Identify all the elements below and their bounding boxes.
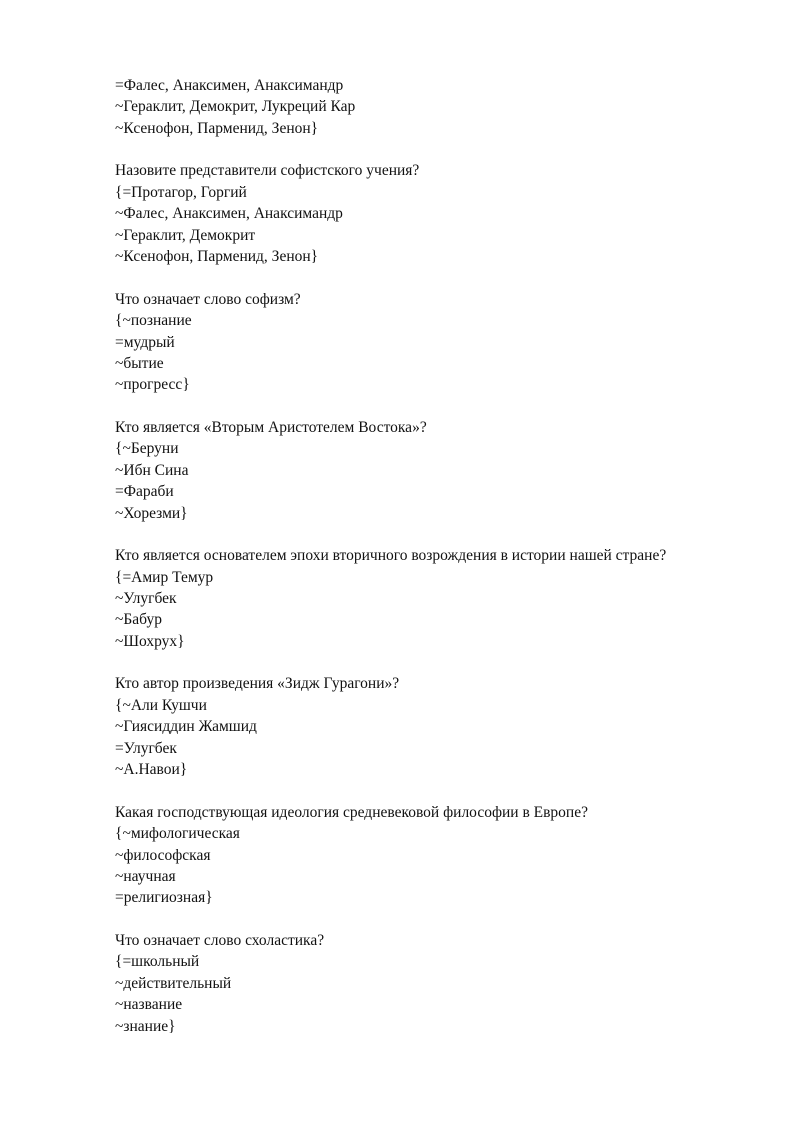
- question-block: [115, 673, 755, 780]
- option-line: ~Гераклит, Демокрит, Лукреций Кар: [115, 98, 356, 116]
- question-block: [115, 545, 755, 652]
- question-block: [115, 289, 755, 396]
- option-line: ~Улугбек: [115, 590, 177, 607]
- option-line: ~Ибн Сина: [115, 461, 189, 479]
- option-line: ~Бабур: [115, 611, 162, 629]
- option-line: {~Беруни: [115, 440, 179, 458]
- question-text: Что означает слово схоластика?: [115, 931, 325, 949]
- option-line: {=Протагор, Горгий: [115, 183, 247, 201]
- option-line: ~Ксенофон, Парменид, Зенон}: [115, 248, 319, 266]
- option-line: =Фараби: [115, 483, 174, 501]
- question-text: Назовите представители софистского учения?: [115, 162, 420, 180]
- option-line: {=Амир Темур: [115, 568, 214, 586]
- question-text: Кто автор произведения «Зидж Гурагони»?: [115, 675, 400, 693]
- option-line: ~философская: [115, 846, 211, 864]
- document-content: [115, 75, 755, 1058]
- option-line: =мудрый: [115, 333, 175, 351]
- question-text: Кто является «Вторым Аристотелем Востока»?: [115, 418, 427, 436]
- option-line: ~бытие: [115, 354, 164, 372]
- option-line: ~прогресс}: [115, 376, 190, 394]
- option-line: ~научная: [115, 867, 176, 885]
- answer-block-continued: [115, 75, 755, 139]
- option-line: {~мифологическая: [115, 825, 240, 843]
- question-text: Кто является основателем эпохи вторичного возрождения в истории нашей стране?: [115, 547, 667, 565]
- option-line: ~Ксенофон, Парменид, Зенон}: [115, 119, 319, 137]
- option-line: ~название: [115, 996, 183, 1014]
- question-block: [115, 160, 755, 267]
- question-block: [115, 417, 755, 524]
- option-line: ~Фалес, Анаксимен, Анаксимандр: [115, 205, 343, 223]
- option-line: ~знание}: [115, 1017, 176, 1035]
- option-line: ~А.Навои}: [115, 761, 188, 779]
- question-block: [115, 930, 755, 1037]
- option-line: =Фалес, Анаксимен, Анаксимандр: [115, 77, 344, 94]
- option-line: ~Шохрух}: [115, 632, 185, 650]
- option-line: {~познание: [115, 312, 192, 330]
- question-text: Какая господствующая идеология средневековой философии в Европе?: [115, 803, 588, 821]
- option-line: ~Гераклит, Демокрит: [115, 226, 256, 244]
- option-line: =религиозная}: [115, 889, 213, 907]
- option-line: ~Гиясиддин Жамшид: [115, 718, 257, 736]
- option-line: ~Хорезми}: [115, 504, 188, 522]
- option-line: ~действительный: [115, 974, 232, 992]
- question-block: [115, 802, 755, 909]
- question-text: Что означает слово софизм?: [115, 290, 301, 308]
- option-line: =Улугбек: [115, 739, 177, 757]
- option-line: {~Али Кушчи: [115, 696, 207, 714]
- option-line: {=школьный: [115, 953, 200, 971]
